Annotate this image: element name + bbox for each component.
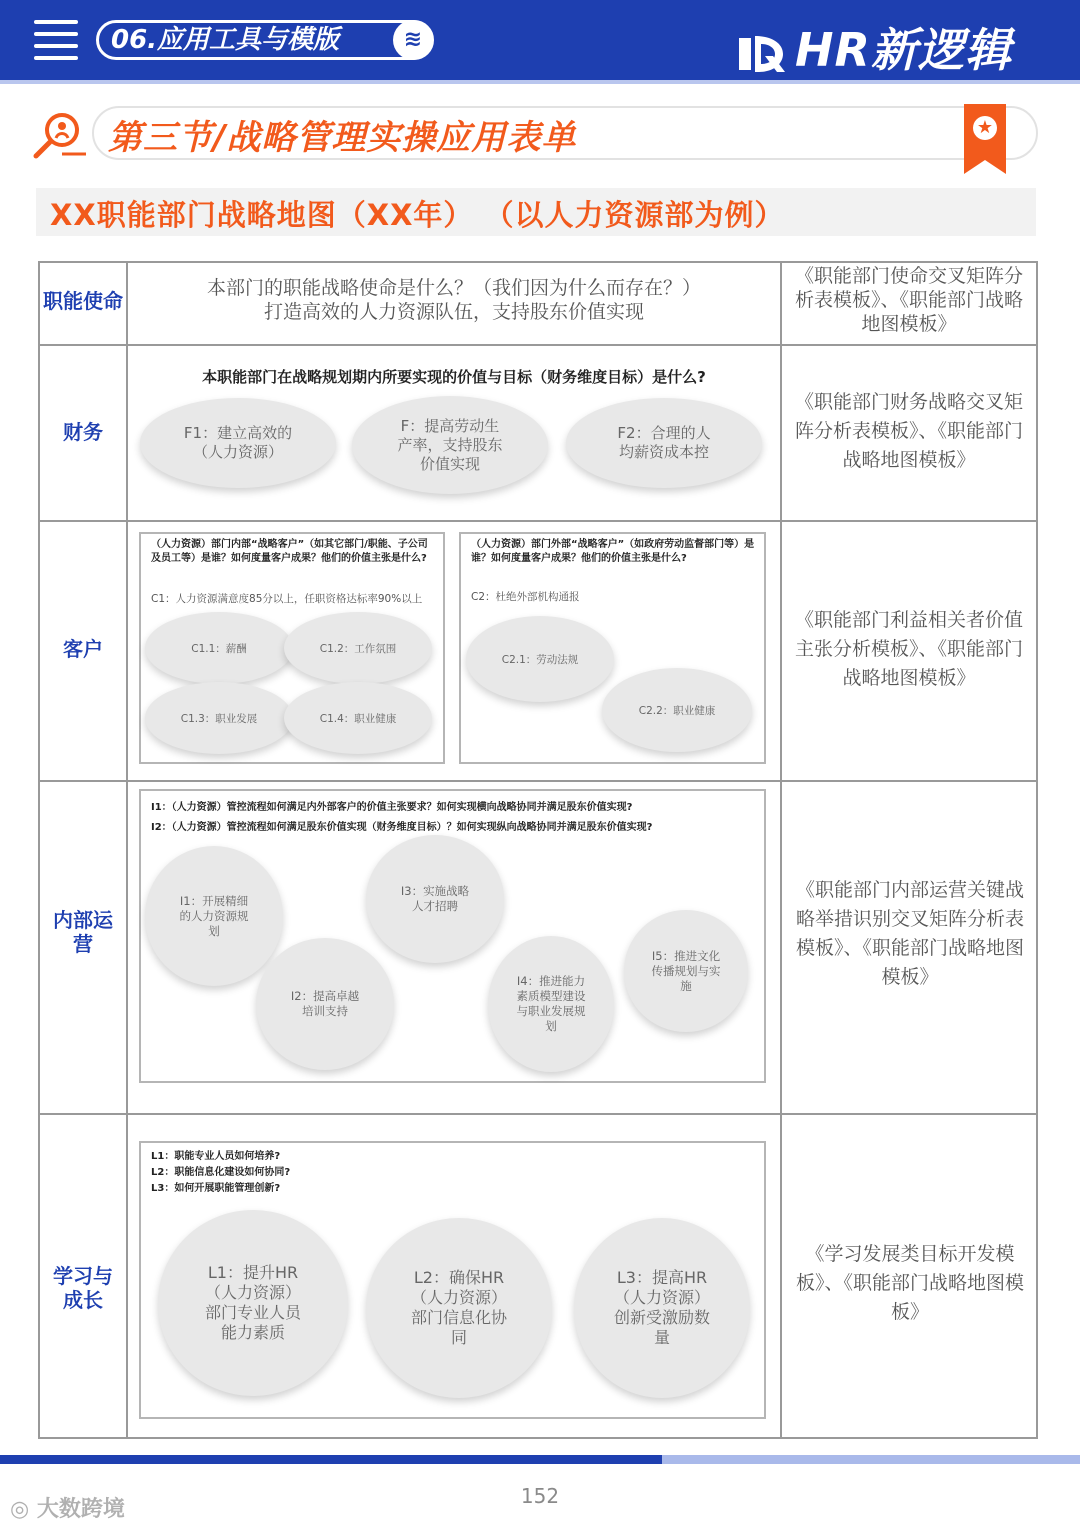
search-person-icon [32,110,86,160]
ref-learning: 《学习发展类目标开发模板》、《职能部门战略地图模板》 [796,1243,1025,1323]
menu-icon[interactable] [34,18,78,60]
subtitle: XX职能部门战略地图（XX年） （以人力资源部为例） [50,198,785,232]
ref-customer: 《职能部门利益相关者价值主张分析模板》、《职能部门战略地图模板》 [794,609,1023,689]
brand-logo-icon [735,32,789,76]
table-divider [126,261,128,1439]
layers-icon: ≋ [393,20,433,60]
ref-internal: 《职能部门内部运营关键战略举措识别交叉矩阵分析表模板》、《职能部门战略地图模板》 [796,879,1025,988]
learning-question-3: L3：如何开展职能管理创新? [151,1183,281,1194]
watermark: ◎ 大数跨境 [10,1497,125,1522]
external-customer-metric: C2：杜绝外部机构通报 [471,591,580,603]
mission-statement: 打造高效的人力资源队伍，支持股东价值实现 [263,301,644,323]
goal-i5: I5：推进文化传播规划与实施 [624,910,748,1032]
chapter-badge [96,20,434,60]
brand [735,14,1012,77]
watermark-logo-icon: ◎ [10,1497,37,1522]
goal-l3: L3：提高HR（人力资源）创新受激励数量 [574,1218,750,1398]
goal-c13: C1.3：职业发展 [145,682,293,754]
goal-c14: C1.4：职业健康 [284,682,432,754]
page-number: 152 [520,1484,560,1508]
goal-c21: C2.1：劳动法规 [466,616,614,702]
top-header [0,0,1080,80]
table-divider [780,261,782,1439]
bookmark-ribbon [964,104,1006,160]
table-divider [38,344,1038,346]
table-divider [38,520,1038,522]
goal-i2: I2：提高卓越培训支持 [256,938,394,1070]
row-label-learning: 学习与成长 [53,1264,113,1312]
internal-question-2: I2：（人力资源）管控流程如何满足股东价值实现（财务维度目标）？如何实现纵向战略协同并满足股东价值实现? [151,822,653,833]
row-label-finance: 财务 [63,420,103,444]
external-customer-question: （人力资源）部门外部“战略客户”（如政府劳动监督部门等）是谁？如何度量客户成果？他们的价值主张是什么? [471,539,755,564]
section-title: 第三节/战略管理实操应用表单 [108,118,577,158]
chapter-label: 06.应用工具与模版 [111,25,340,55]
row-label-internal: 内部运营 [53,908,113,956]
goal-i3: I3：实施战略人才招聘 [366,835,504,963]
finance-question: 本职能部门在战略规划期内所要实现的价值与目标（财务维度目标）是什么? [202,368,706,386]
goal-c22: C2.2：职业健康 [602,668,752,752]
table-divider [38,1113,1038,1115]
internal-customer-question: （人力资源）部门内部“战略客户”（如其它部门/职能、子公司及员工等）是谁？如何度量客户成果？他们的价值主张是什么? [151,539,428,564]
goal-l2: L2：确保HR（人力资源）部门信息化协同 [366,1218,552,1398]
mission-text [130,276,778,324]
footer-bar-accent [662,1455,1080,1464]
goal-l1: L1：提升HR（人力资源）部门专业人员能力素质 [158,1210,348,1396]
brand-name: HR新逻辑 [795,23,1012,77]
mission-question: 本部门的职能战略使命是什么？（我们因为什么而存在？） [206,277,701,299]
header-divider [0,80,1080,84]
footer-bar [0,1455,665,1464]
ref-finance: 《职能部门财务战略交叉矩阵分析表模板》、《职能部门战略地图模板》 [794,391,1023,471]
row-label-mission: 职能使命 [43,289,123,313]
learning-question-1: L1：职能专业人员如何培养? [151,1151,281,1162]
goal-f: F：提高劳动生产率，支持股东价值实现 [352,396,548,494]
goal-f2: F2：合理的人均薪资成本控 [566,398,762,488]
row-label-customer: 客户 [63,637,103,661]
goal-c12: C1.2：工作氛围 [284,612,432,684]
ref-mission: 《职能部门使命交叉矩阵分析表模板》、《职能部门战略地图模板》 [794,265,1023,335]
star-icon: ★ [973,116,997,140]
goal-i4: I4：推进能力素质模型建设与职业发展规划 [488,936,614,1072]
goal-i1: I1：开展精细的人力资源规划 [145,846,283,986]
table-divider [38,780,1038,782]
learning-question-2: L2：职能信息化建设如何协同? [151,1167,291,1178]
internal-question-1: I1：（人力资源）管控流程如何满足内外部客户的价值主张要求？如何实现横向战略协同并满足股东价值实现? [151,802,633,813]
goal-c11: C1.1：薪酬 [145,612,293,684]
goal-f1: F1：建立高效的（人力资源） [140,398,336,488]
internal-customer-metric: C1：人力资源满意度85分以上，任职资格达标率90%以上 [151,593,423,605]
